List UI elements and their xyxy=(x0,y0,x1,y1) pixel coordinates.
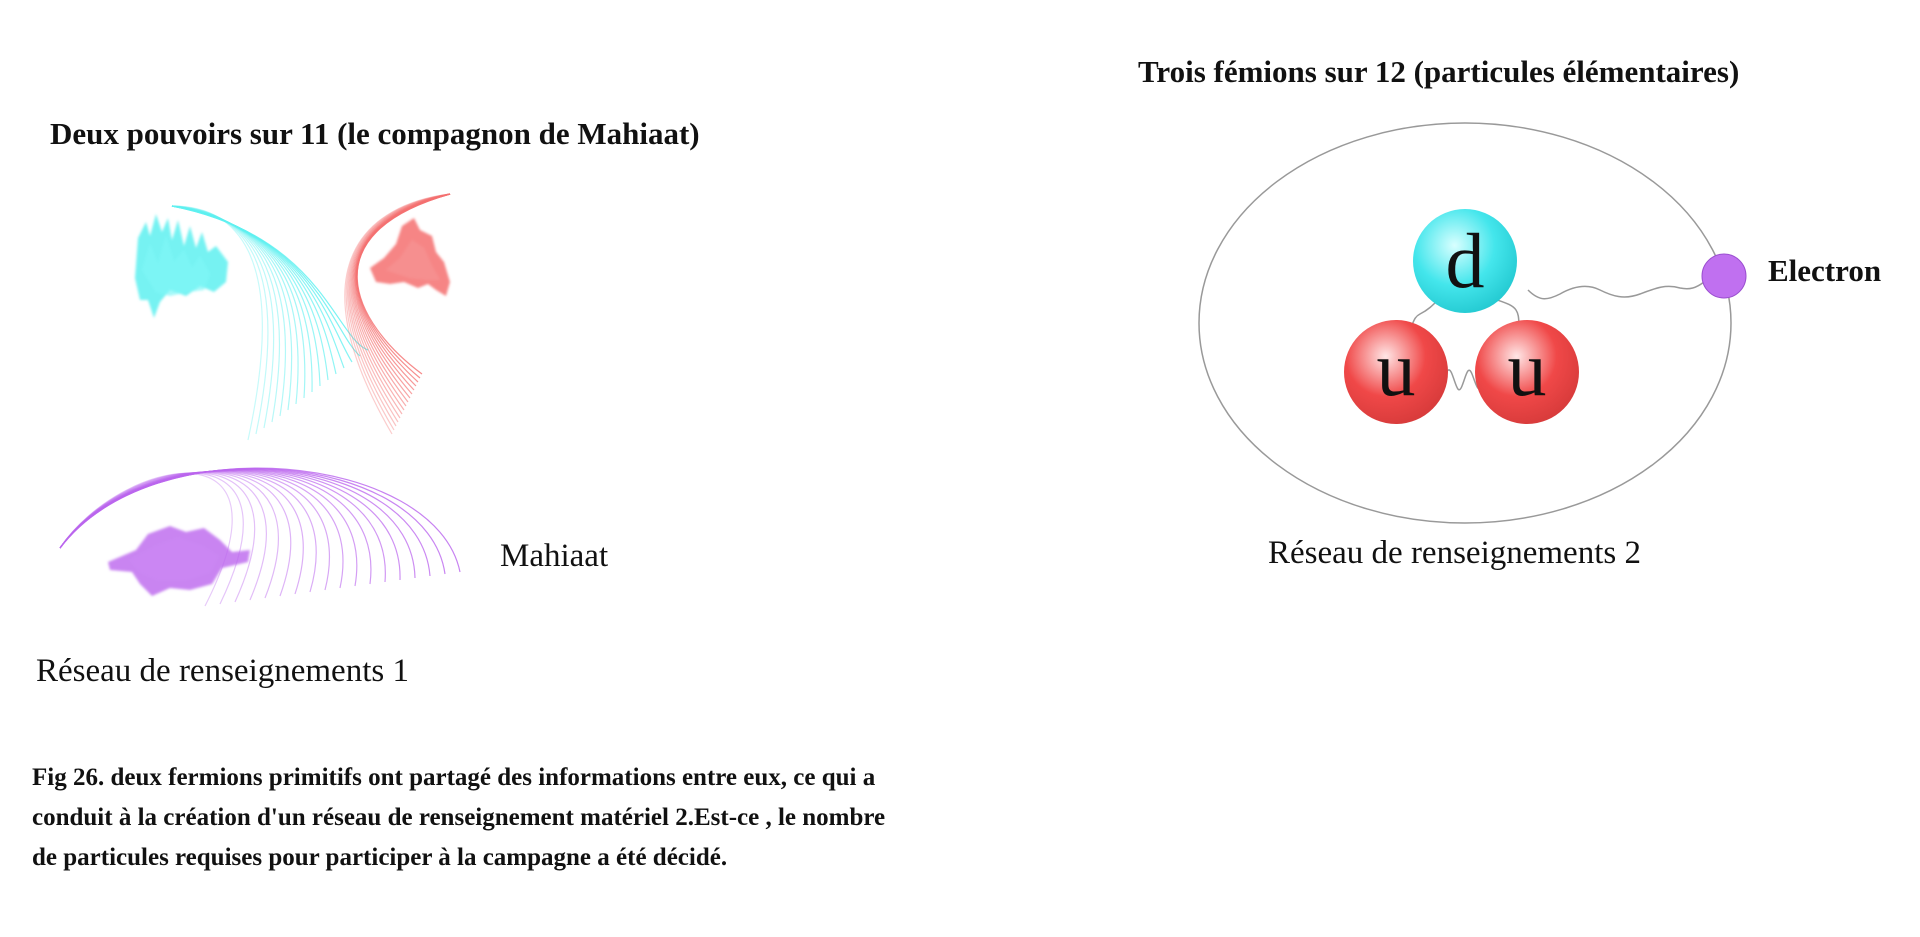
figure-caption: Fig 26. deux fermions primitifs ont partagé des informations entre eux, ce qui a conduit à la création d'un réseau de renseignement matériel 2.Est-ce , le nombre de particules requises pour participer à la campagne a été décidé. xyxy=(32,764,886,871)
red-blob xyxy=(370,218,450,296)
network-2-label: Réseau de renseignements 2 xyxy=(1268,535,1641,571)
quark-d-letter: d xyxy=(1445,217,1485,304)
purple-arc-fan xyxy=(60,468,460,606)
red-arc xyxy=(356,194,450,386)
network-1-label: Réseau de renseignements 1 xyxy=(36,653,409,689)
right-panel-title: Trois fémions sur 12 (particules élémentaires) xyxy=(1138,54,1740,89)
quark-u-left xyxy=(1344,320,1448,424)
mahiaat-label: Mahiaat xyxy=(500,538,609,574)
quark-u-right xyxy=(1475,320,1579,424)
atom-orbit xyxy=(1199,123,1731,523)
electron-label: Electron xyxy=(1768,253,1882,288)
quark-u-left-letter: u xyxy=(1376,325,1416,412)
wave-electron-link xyxy=(1528,282,1704,299)
red-arc xyxy=(350,194,450,418)
quark-d xyxy=(1413,209,1517,313)
cyan-blob xyxy=(135,214,228,318)
atom-diagram xyxy=(1199,123,1746,523)
left-panel-title: Deux pouvoirs sur 11 (le compagnon de Mahiaat) xyxy=(50,116,700,151)
electron-particle xyxy=(1702,254,1746,298)
red-arc-fan xyxy=(345,194,450,434)
quark-u-right-letter: u xyxy=(1507,325,1547,412)
